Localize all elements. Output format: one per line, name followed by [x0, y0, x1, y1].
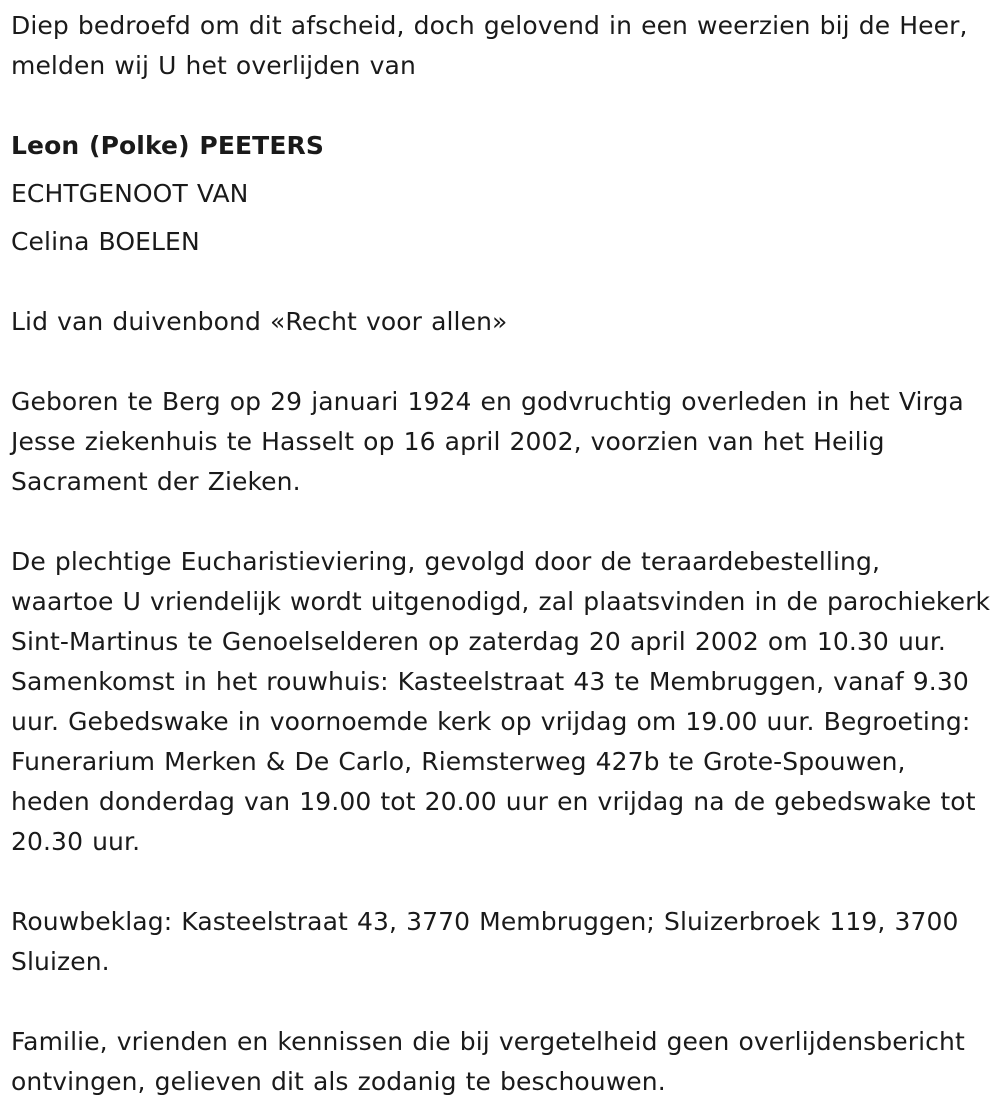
spouse-name: Celina BOELEN — [11, 227, 200, 256]
closing-note: Familie, vrienden en kennissen die bij vergetelheid geen overlijdensbericht ontvingen, gelieven dit als zodanig te beschouwen. — [11, 1027, 965, 1096]
spouse-relation: ECHTGENOOT VAN — [11, 179, 249, 208]
condolence-addresses: Rouwbeklag: Kasteelstraat 43, 3770 Membruggen; Sluizerbroek 119, 3700 Sluizen. — [11, 907, 959, 976]
intro-paragraph: Diep bedroefd om dit afscheid, doch gelovend in een weerzien bij de Heer, melden wij U het overlijden van — [11, 11, 968, 80]
membership-line: Lid van duivenbond «Recht voor allen» — [11, 307, 508, 336]
birth-death-paragraph: Geboren te Berg op 29 januari 1924 en godvruchtig overleden in het Virga Jesse ziekenhuis te Hasselt op 16 april 2002, voorzien van het Heilig Sacrament der Zieken. — [11, 387, 964, 496]
obituary-notice — [11, 6, 991, 1102]
ceremony-paragraph: De plechtige Eucharistieviering, gevolgd door de teraardebestelling, waartoe U vriendelijk wordt uitgenodigd, zal plaatsvinden in de parochiekerk Sint-Martinus te Genoelselderen op zaterdag 20 april 2002 om 10.30 uur. Samenkomst in het rouwhuis: Kasteelstraat 43 te Membruggen, vanaf 9.30 uur. Gebedswake in voornoemde kerk op vrijdag om 19.00 uur. Begroeting: Funerarium Merken & De Carlo, Riemsterweg 427b te Grote-Spouwen, heden donderdag van 19.00 tot 20.00 uur en vrijdag na de gebedswake tot 20.30 uur. — [11, 547, 991, 856]
deceased-name: Leon (Polke) PEETERS — [11, 131, 324, 160]
